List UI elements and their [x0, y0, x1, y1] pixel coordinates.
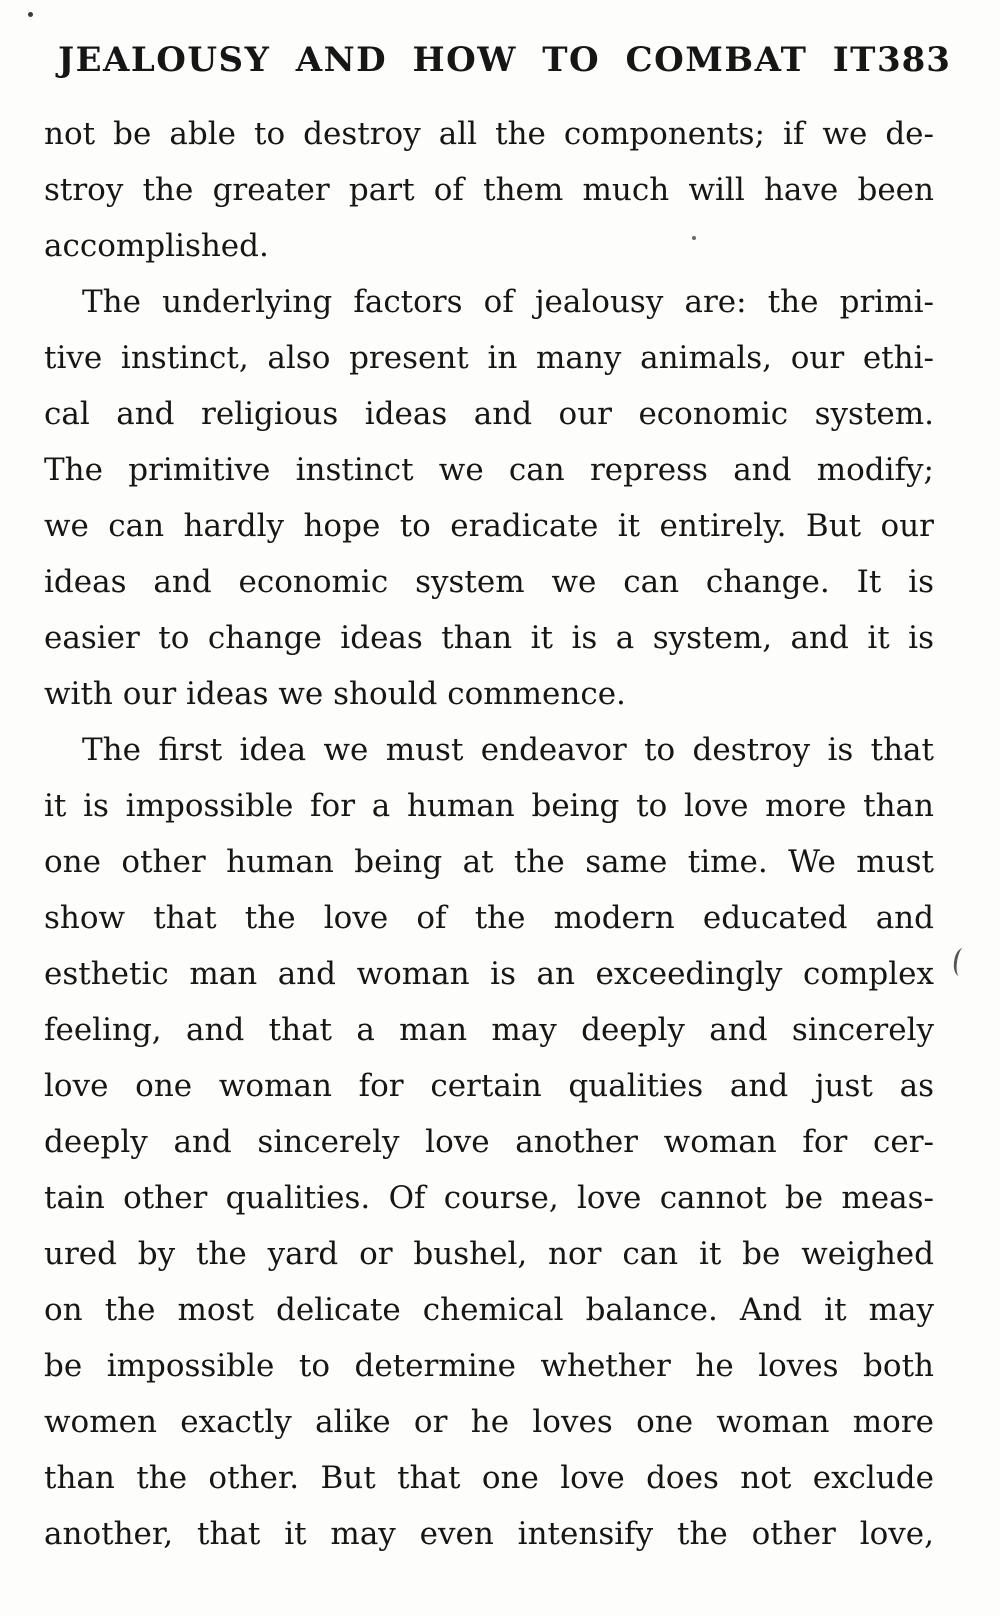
- text-line: on the most delicate chemical balance. And it may: [44, 1292, 934, 1328]
- text-line: easier to change ideas than it is a system, and it is: [44, 620, 934, 656]
- text-line: not be able to destroy all the components; if we de-: [44, 116, 934, 152]
- text-line: stroy the greater part of them much will have been: [44, 172, 934, 208]
- text-line: it is impossible for a human being to love more than: [44, 788, 934, 824]
- text-line: cal and religious ideas and our economic system.: [44, 396, 934, 432]
- text-line: feeling, and that a man may deeply and sincerely: [44, 1012, 934, 1048]
- text-line: The primitive instinct we can repress and modify;: [44, 452, 934, 488]
- scan-artifact: [952, 947, 968, 976]
- text-line: esthetic man and woman is an exceedingly complex: [44, 956, 934, 992]
- page-content: [44, 40, 951, 1562]
- text-line: we can hardly hope to eradicate it entirely. But our: [44, 508, 934, 544]
- paragraph: [44, 274, 934, 722]
- text-line: love one woman for certain qualities and just as: [44, 1068, 934, 1104]
- scan-artifact: [28, 12, 33, 17]
- text-line: than the other. But that one love does not exclude: [44, 1460, 934, 1496]
- text-line: deeply and sincerely love another woman for cer-: [44, 1124, 934, 1160]
- text-line: women exactly alike or he loves one woman more: [44, 1404, 934, 1440]
- paragraph: [44, 722, 934, 1562]
- text-line: ideas and economic system we can change. It is: [44, 564, 934, 600]
- text-line: tive instinct, also present in many animals, our ethi-: [44, 340, 934, 376]
- text-line: accomplished.: [44, 228, 269, 264]
- body-text: [44, 106, 934, 1562]
- text-line: one other human being at the same time. We must: [44, 844, 934, 880]
- text-line: be impossible to determine whether he loves both: [44, 1348, 934, 1384]
- text-line: with our ideas we should commence.: [44, 676, 626, 712]
- text-line: The underlying factors of jealousy are: the primi-: [82, 284, 934, 320]
- text-line: The first idea we must endeavor to destroy is that: [82, 732, 934, 768]
- text-line: tain other qualities. Of course, love cannot be meas-: [44, 1180, 934, 1216]
- running-title: JEALOUSY AND HOW TO COMBAT IT: [58, 40, 877, 80]
- text-line: show that the love of the modern educated and: [44, 900, 934, 936]
- text-line: another, that it may even intensify the other love,: [44, 1516, 934, 1552]
- paragraph: [44, 106, 934, 274]
- text-line: ured by the yard or bushel, nor can it be weighed: [44, 1236, 934, 1272]
- page-header: [44, 40, 951, 80]
- page-number: 383: [876, 40, 951, 80]
